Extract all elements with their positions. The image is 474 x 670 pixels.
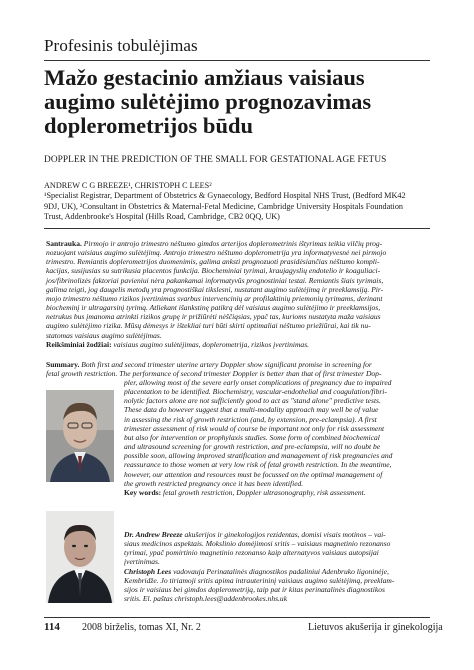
bio-line: siaus medicinos aspektais. Mokslinio domėjimosi sritis – vaisiaus magnetinio rezonanso — [124, 539, 391, 549]
author-bios — [124, 530, 436, 603]
keywords-line: Key words: fetal growth restriction, Doppler ultrasonography, risk assessment. — [124, 487, 366, 497]
title-line: Mažo gestacinio amžiaus vaisiaus — [44, 65, 365, 90]
abstract-line: however, our attention and resources must be focussed on the optimal management of — [124, 469, 383, 479]
title-line: doplerometrijos būdu — [44, 113, 253, 138]
page-number: 114 — [44, 621, 60, 633]
bio-name-breeze: Dr. Andrew Breeze — [124, 530, 183, 539]
abstract-line: These data do however suggest that a multi-modality approach may well be of value — [124, 405, 379, 415]
abstract-english-body — [124, 378, 436, 497]
abstract-line: fetal growth restriction. The performance of second trimester Doppler is better than that of first trimester Dop- — [46, 369, 382, 379]
abstract-label: Santrauka. — [46, 239, 82, 248]
bio-line: įvertinimas. — [124, 557, 160, 567]
section-heading: Profesinis tobulėjimas — [44, 36, 198, 55]
abstract-line: possible soon, allowing improved stratification and management of risk pregnancies and — [124, 451, 393, 461]
abstract-line: augimo sulėtėjimo rizika. Mūsų dėmesys ir ištekliai turi būti skirti optimaliai nėštumo priežiūrai, kai tik nu- — [46, 321, 371, 331]
header-divider — [44, 60, 430, 61]
issue-info: 2008 birželis, tomas XI, Nr. 2 — [82, 622, 201, 633]
abstract-line: trimestro. Remiantis doplerometrijos duomenimis, galima anksti prognozuoti prasidėsiančias nėštumo kompli- — [46, 257, 380, 267]
abstract-line: in assessing the risk of growth restriction (and, by extension, pre-eclampsia). A first — [124, 414, 377, 424]
keywords-label: Reikšminiai žodžiai: — [46, 339, 112, 349]
keywords-line: Reikšminiai žodžiai: vaisiaus augimo sulėtėjimas, doplerometrija, rizikos įvertinimas. — [46, 339, 310, 349]
keywords-label: Key words: — [124, 487, 162, 497]
affiliation-line: 9DJ, UK), ²Consultant in Obstetrics & Maternal-Fetal Medicine, Cambridge University Hospitals Foundation — [44, 201, 404, 211]
affiliation-line: Trust, Addenbrooke's Hospital (Hills Road, Cambridge, CB2 0QQ, UK) — [44, 212, 280, 222]
abstract-line: netrukus bus įmanoma atrinkti rizikos grupę ir prižiūrėti nėščiąsias, ypač tas, kurioms nustatyta maža vaisiaus — [46, 312, 381, 322]
journal-name: Lietuvos akušerija ir ginekologija — [308, 622, 443, 633]
authors: ANDREW C G BREEZE¹, CHRISTOPH C LEES² — [44, 181, 212, 190]
abstract-line: biocheminį ir ultragarsinį tyrimą. Atliekant išankstinę patikrą dėl vaisiaus augimo sulėtėjimo ir preeklamsijos, — [46, 303, 381, 313]
abstract-line: galima teigti, jog daugelis metodų yra prognostiškai tikslesni, nustatant augimo sulėtėjimą ir preeklamsiją. Pir- — [46, 284, 384, 294]
affiliation-line: ¹Specialist Registrar, Department of Obstetrics & Gynaecology, Bedford Hospital NHS Trust, (Bedford MK42 — [44, 191, 406, 200]
portrait-image — [46, 390, 114, 482]
english-title: DOPPLER IN THE PREDICTION OF THE SMALL FOR GESTATIONAL AGE FETUS — [44, 155, 387, 165]
bio-line: sijos ir vaisiaus bei gimdos doplerometriją, taip pat ir kitas perinatalinės diagnostikos — [124, 584, 385, 594]
abstract-line: placentation to be identified. Biochemistry, vascular-endothelial and coagulation/fibri- — [124, 387, 387, 397]
bio-line: Kembridže. Jo tiriamoji sritis apima intrauterininį vaisiaus augimo sulėtėjimą, preeklam- — [124, 575, 395, 585]
affiliations — [44, 191, 436, 223]
bio-line: tyrimai, ypač pomirtinio magnetinio rezonanso kaip alternatyvos vaisiaus autopsijai — [124, 548, 379, 558]
portrait-image — [46, 511, 114, 603]
abstract-english-head — [46, 360, 436, 378]
abstract-line: Summary. Both first and second trimester uterine artery Doppler show significant promise in screening for — [46, 360, 372, 369]
summary-label: Summary. — [46, 360, 80, 369]
bio-line: Christoph Lees vadovauja Perinatalinės diagnostikos padaliniui Adenbruko ligoninėje, — [124, 566, 389, 576]
abstract-line: statomas vaisiaus augimo sulėtėjimas. — [46, 330, 162, 340]
bio-name-lees: Christoph Lees — [124, 566, 172, 576]
portrait-photo-lees — [46, 511, 114, 603]
abstract-divider — [44, 228, 430, 229]
abstract-line: the growth restricted pregnancy once it has been identified. — [124, 478, 304, 488]
abstract-line: pler, allowing most of the severe early onset complications of pregnancy due to impaired — [124, 378, 392, 387]
article-title — [44, 66, 434, 138]
abstract-line: jos/fibrinolizės faktoriai pavieniui nėra pakankamai informatyvūs prognostiniai testai. Remiantis šiais tyrimais, — [46, 275, 384, 285]
bio-line: Dr. Andrew Breeze akušerijos ir ginekologijos rezidentas, domisi visais motinos – vai- — [124, 530, 386, 539]
abstract-line: and ultrasound screening for growth restriction, and pre-eclampsia, will no doubt be — [124, 442, 381, 452]
portrait-photo-breeze — [46, 390, 114, 482]
title-line: augimo sulėtėjimo prognozavimas — [44, 89, 372, 114]
abstract-line: kacijas, susijusias su sutrikusia placentos funkcija. Biocheminiai tyrimai, kraujagyslių endotelio ir koaguliaci- — [46, 266, 381, 276]
abstract-line: trimester assessment of risk would of course be important not only for risk assessment — [124, 423, 385, 433]
abstract-line: reassurance to those women at very low risk of fetal growth restriction. In the meantime, — [124, 460, 392, 470]
bio-line: sritis. El. paštas christoph.lees@addenbrookes.nhs.uk — [124, 594, 288, 604]
abstract-line: mojo trimestro nėštumo rizikos įvertinimas svarbus intervencinių ar profilaktinių priemonių tyrimams, derinant — [46, 293, 383, 303]
abstract-lithuanian — [46, 239, 436, 349]
abstract-line: Santrauka. Pirmojo ir antrojo trimestro nėštumo gimdos arterijos doplerometrinis ištyrimas teikia vilčių prog- — [46, 239, 383, 248]
abstract-line: but also for intervention or prophylaxis studies. Some form of combined biochemical — [124, 432, 380, 442]
abstract-line: nozuojant vaisiaus augimo sulėtėjimą. Antrojo trimestro nėštumo doplerometrija yra informatyvesnė nei pirmojo — [46, 248, 387, 258]
footer-divider — [44, 617, 430, 618]
abstract-line: nolytic factors alone are not sufficiently good to act as "stand alone" predictive tests. — [124, 396, 381, 406]
